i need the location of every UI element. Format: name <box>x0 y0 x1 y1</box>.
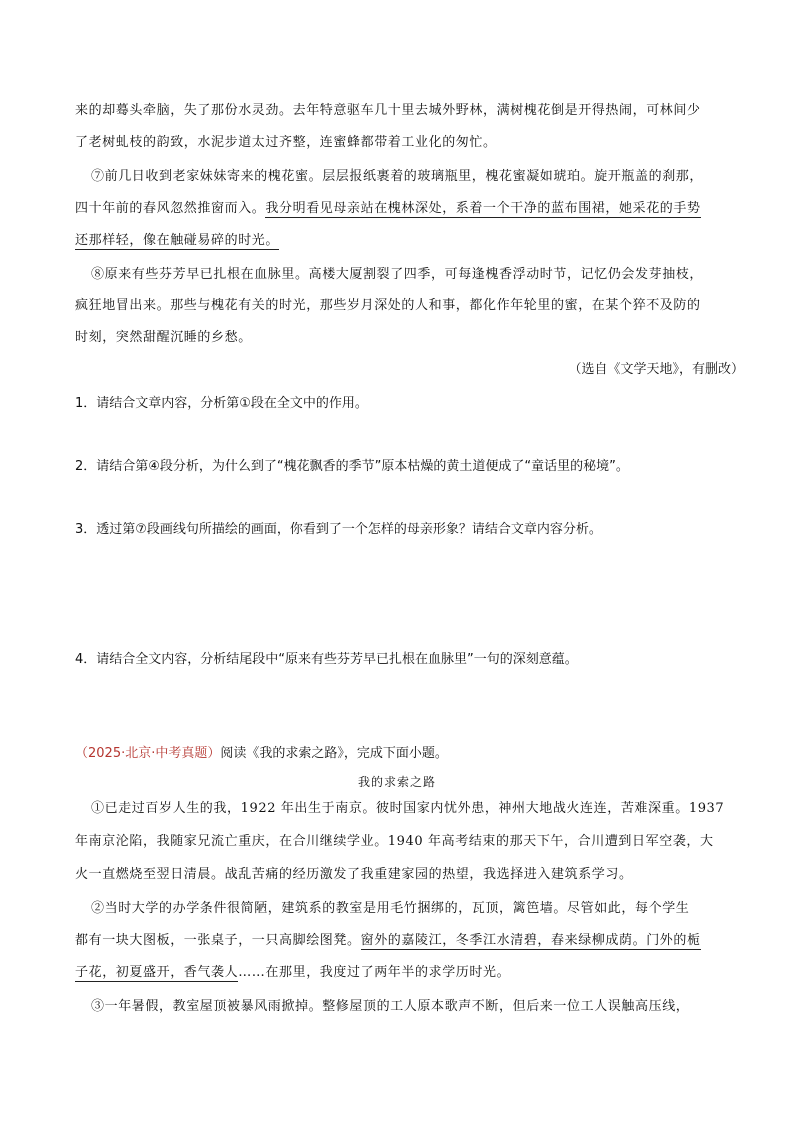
passage2-underlined-sentence: 窗外的嘉陵江，冬季江水清碧，春来绿柳成荫。门外的栀 <box>360 933 701 948</box>
passage1-paragraph-8-line-3: 时刻，突然甜醒沉睡的乡愁。 <box>75 330 252 345</box>
passage1-text: 四十年前的春风忽然推窗而入。 <box>75 201 266 216</box>
passage2-title: 我的求索之路 <box>357 775 436 789</box>
passage2-underlined-sentence-end: 子花，初夏盛开，香气袭人 <box>75 965 239 980</box>
passage2-paragraph-2-line-3 <box>75 964 510 982</box>
passage2-text: 都有一块大图板，一张桌子，一只高脚绘图凳。 <box>75 933 361 948</box>
passage2-paragraph-2-line-2 <box>75 932 701 950</box>
underlined-sentence: 我分明看见母亲站在槐林深处，系着一个干净的蓝布围裙，她采花的手势 <box>265 201 701 216</box>
passage1-paragraph-8-line-2: 疯狂地冒出来。那些与槐花有关的时光，那些岁月深处的人和事，都化作年轮里的蜜，在某个猝不及防的 <box>75 298 701 313</box>
passage1-paragraph-8-line-1: ⑧原来有些芬芳早已扎根在血脉里。高楼大厦割裂了四季，可每逢槐香浮动时节，记忆仍会发芽抽枝， <box>91 267 704 282</box>
passage1-paragraph-7-line-1: ⑦前几日收到老家妹妹寄来的槐花蜜。层层报纸裹着的玻璃瓶里，槐花蜜凝如琥珀。旋开瓶盖的刹那， <box>91 169 704 184</box>
passage2-paragraph-2-line-1: ②当时大学的办学条件很简陋，建筑系的教室是用毛竹捆绑的，瓦顶，篱笆墙。尽管如此，每个学生 <box>91 901 690 916</box>
question-2: 2．请结合第④段分析，为什么到了“槐花飘香的季节”原本枯燥的黄土道便成了“童话里的秘境”。 <box>75 459 629 474</box>
passage2-intro: 阅读《我的求索之路》，完成下面小题。 <box>220 746 448 761</box>
passage1-paragraph-7-line-2 <box>75 200 701 218</box>
passage1-line-1: 来的却蓦头牵脑，失了那份水灵劲。去年特意驱车几十里去城外野林，满树槐花倒是开得热闹，可林间少 <box>75 103 701 118</box>
exam-source-tag: （2025·北京·中考真题） <box>75 746 221 761</box>
passage1-source: （选自《文学天地》，有删改） <box>568 362 744 377</box>
passage1-line-2: 了老树虬枝的韵致，水泥步道太过齐整，连蜜蜂都带着工业化的匆忙。 <box>75 135 497 150</box>
underlined-sentence-end: 还那样轻，像在触碰易碎的时光。 <box>75 233 280 248</box>
passage2-paragraph-1-line-2: 年南京沦陷，我随家兄流亡重庆，在合川继续学业。1940 年高考结束的那天下午，合川遭到日军空袭，大 <box>75 834 714 849</box>
passage2-paragraph-3-line-1: ③一年暑假，教室屋顶被暴风雨掀掉。整修屋顶的工人原本歌声不断，但后来一位工人误触高压线， <box>91 999 690 1014</box>
passage2-paragraph-1-line-1: ①已走过百岁人生的我，1922 年出生于南京。彼时国家内忧外患，神州大地战火连连，苦难深重。1937 <box>91 801 725 816</box>
passage2-heading <box>75 742 448 761</box>
question-1: 1．请结合文章内容，分析第①段在全文中的作用。 <box>75 396 368 411</box>
passage2-paragraph-1-line-3: 火一直燃烧至翌日清晨。战乱苦痛的经历激发了我重建家园的热望，我选择进入建筑系学习。 <box>75 867 633 882</box>
passage1-paragraph-7-line-3 <box>75 232 279 250</box>
passage2-text-end: ……在那里，我度过了两年半的求学历时光。 <box>238 965 511 980</box>
question-4: 4．请结合全文内容，分析结尾段中“原来有些芬芳早已扎根在血脉里”一句的深刻意蕴。 <box>75 652 578 667</box>
question-3: 3．透过第⑦段画线句所描绘的画面，你看到了一个怎样的母亲形象？请结合文章内容分析。 <box>75 522 602 537</box>
